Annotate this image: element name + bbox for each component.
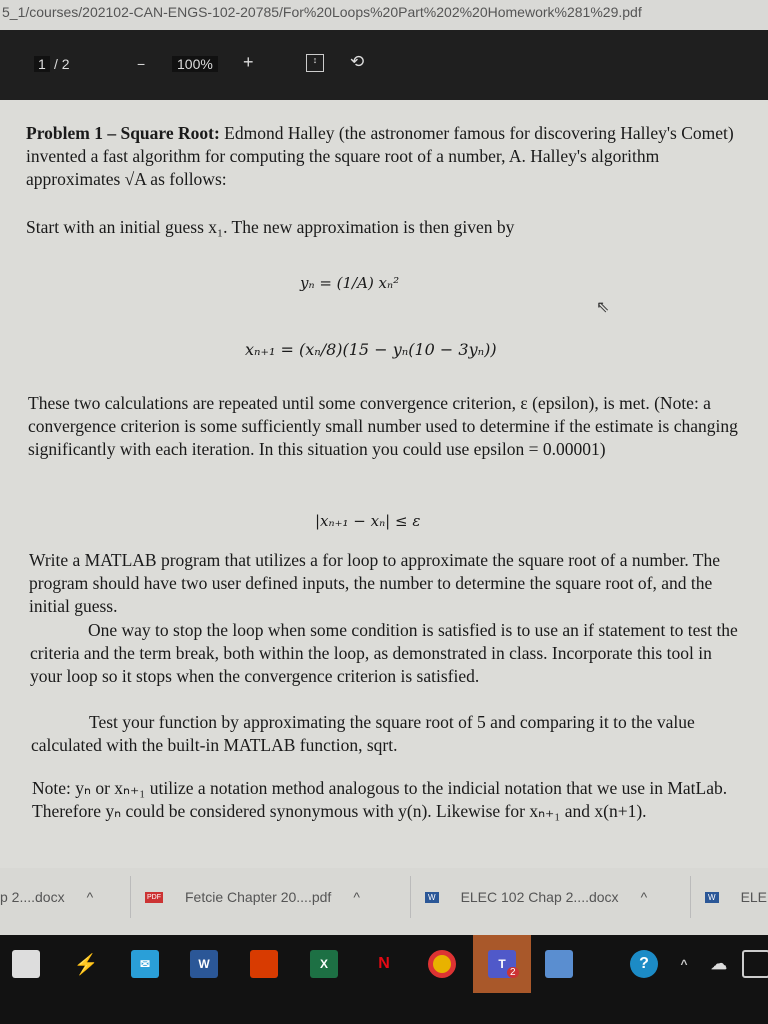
- pdf-toolbar: [0, 30, 768, 100]
- help-icon[interactable]: ?: [630, 950, 658, 978]
- zoom-out-button[interactable]: −: [137, 56, 146, 72]
- equation-epsilon: |xₙ₊₁ − xₙ| ≤ ε: [315, 512, 421, 530]
- word-icon: W: [425, 892, 439, 903]
- download-item[interactable]: [130, 876, 360, 918]
- download-item[interactable]: [0, 876, 93, 918]
- page-number-input[interactable]: 1: [34, 56, 50, 72]
- zoom-level[interactable]: 100%: [172, 56, 218, 72]
- chevron-up-icon[interactable]: ^: [86, 889, 94, 905]
- address-bar[interactable]: 5_1/courses/202102-CAN-ENGS-102-20785/For%20Loops%20Part%202%20Homework%281%29.pdf: [0, 0, 768, 30]
- teams-icon: T: [488, 950, 516, 978]
- test-text: Test your function by approximating the square root of 5 and comparing it to the value calculated with the built-in MATLAB function, sqrt.: [31, 712, 695, 755]
- download-item[interactable]: [410, 876, 647, 918]
- word-icon[interactable]: W: [190, 950, 218, 978]
- task-text: Write a MATLAB program that utilizes a for loop to approximate the square root of a number. The program should have two user defined inputs, the number to determine the square root of, and the initial guess.: [29, 550, 721, 616]
- zoom-in-button[interactable]: +: [243, 52, 254, 72]
- pdf-icon: PDF: [147, 893, 161, 901]
- downloads-bar: [0, 868, 768, 935]
- mouse-cursor-icon: ⇖: [596, 299, 610, 316]
- chevron-up-icon[interactable]: ^: [680, 957, 688, 971]
- download-name: p 2....docx: [0, 889, 65, 905]
- equation-x: xₙ₊₁ = (xₙ/8)(15 − yₙ(10 − 3yₙ)): [245, 340, 497, 359]
- equation-y: yₙ = (1/A) xₙ²: [300, 274, 400, 292]
- taskbar: [0, 935, 768, 1024]
- store-icon[interactable]: [12, 950, 40, 978]
- teams-button[interactable]: [473, 935, 531, 993]
- problem-title: Problem 1 – Square Root:: [26, 123, 220, 143]
- download-name: ELE: [740, 889, 768, 905]
- problem-intro: [26, 122, 741, 191]
- cloud-icon[interactable]: ☁: [711, 956, 727, 973]
- start-text: Start with an initial guess x₁. The new approximation is then given by: [26, 217, 515, 237]
- rotate-icon[interactable]: ⟲: [350, 52, 365, 71]
- problem-text: Edmond Halley (the astronomer famous for discovering Halley's Comet) invented a fast algorithm for computing the square root of a number, A. Halley's algorithm approximates √A as follows:: [26, 123, 734, 189]
- netflix-icon[interactable]: N: [378, 955, 390, 972]
- app-icon[interactable]: ⚡: [73, 953, 99, 976]
- remote-desktop-icon[interactable]: [545, 950, 573, 978]
- loop-text: One way to stop the loop when some condition is satisfied is to use an if statement to test the criteria and the term break, both within the loop, as demonstrated in class. Incorporate this tool in your loop so it stops when the convergence criterion is satisfied.: [30, 620, 738, 686]
- chevron-up-icon[interactable]: ^: [640, 889, 648, 905]
- download-name: ELEC 102 Chap 2....docx: [460, 889, 619, 905]
- excel-icon[interactable]: X: [310, 950, 338, 978]
- office-icon[interactable]: [250, 950, 278, 978]
- fit-page-icon[interactable]: ↕: [306, 54, 324, 72]
- teams-badge: 2: [507, 967, 519, 978]
- download-name: Fetcie Chapter 20....pdf: [185, 889, 332, 905]
- chevron-up-icon[interactable]: ^: [353, 889, 360, 905]
- convergence-text: These two calculations are repeated until some convergence criterion, ε (epsilon), is met. (Note: a convergence criterion is some sufficiently small number used to determine if the estimate is changing significantly with each iteration. In this situation you could use epsilon = 0.00001): [28, 393, 738, 459]
- page-total: / 2: [54, 56, 70, 72]
- download-item[interactable]: [690, 876, 767, 918]
- notification-icon[interactable]: [742, 950, 768, 978]
- mail-icon[interactable]: ✉: [131, 950, 159, 978]
- pdf-page: [0, 100, 768, 870]
- chrome-icon[interactable]: [428, 950, 456, 978]
- word-icon: W: [705, 892, 719, 903]
- note-text: Note: yₙ or xₙ₊₁ utilize a notation method analogous to the indicial notation that we use in MatLab. Therefore yₙ could be considered synonymous with y(n). Likewise for xₙ₊₁ and x(n+1).: [32, 778, 728, 821]
